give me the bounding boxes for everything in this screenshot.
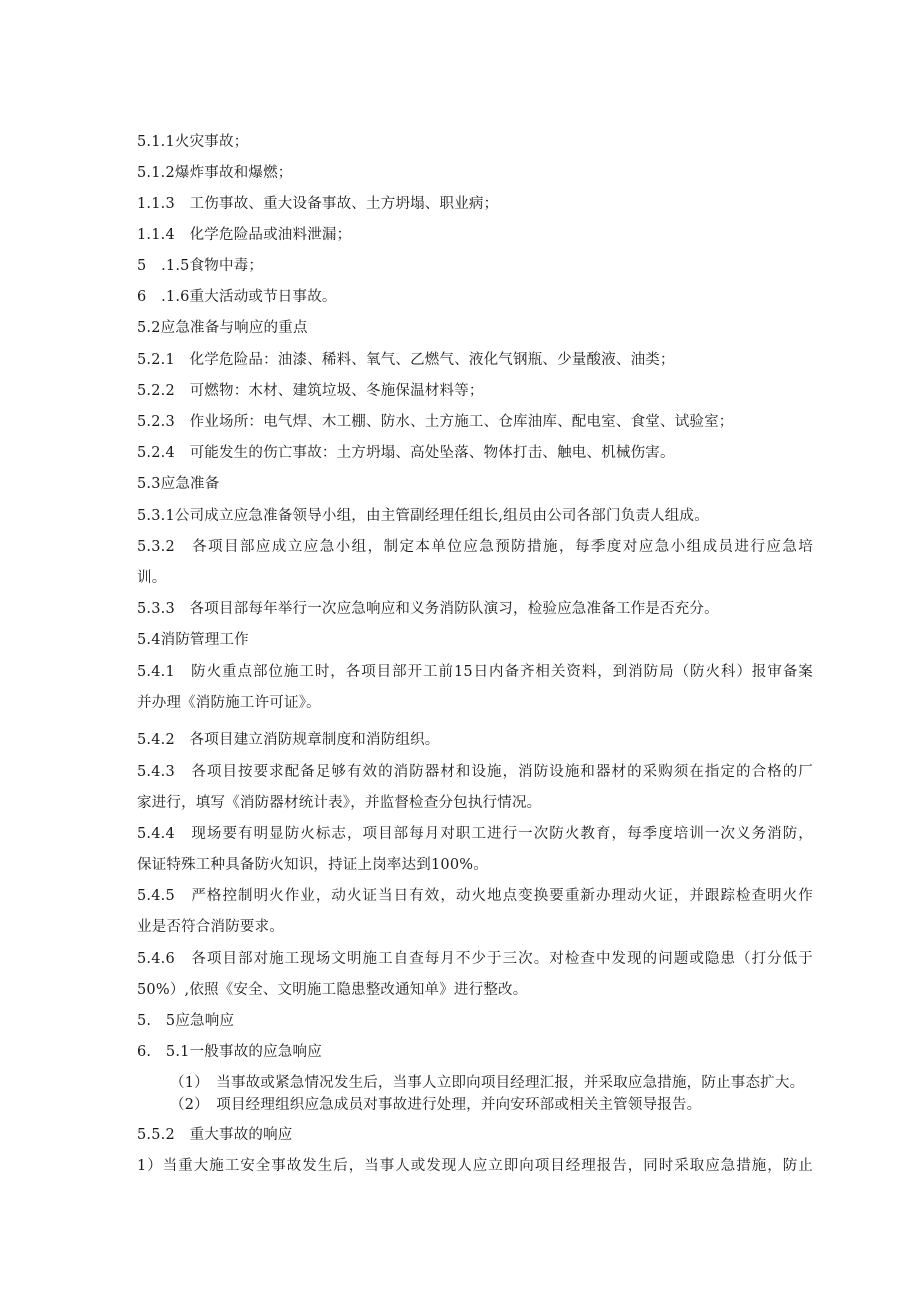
item-5-3-3: 5.3.3 各项目部每年举行一次应急响应和义务消防队演习，检验应急准备工作是否充分。 — [137, 601, 719, 617]
item-5-4-4-cont: 保证特殊工种具备防火知识，持证上岗率达到100%。 — [137, 857, 488, 873]
item-5-4-6: 5.4.6 各项目部对施工现场文明施工自查每月不少于三次。对检查中发现的问题或隐患（打分低于 — [137, 951, 813, 967]
item-5-1-5: 5 .1.5食物中毒； — [137, 258, 264, 274]
item-5-2-1: 5.2.1 化学危险品：油漆、稀料、氧气、乙燃气、液化气钢瓶、少量酸液、油类； — [137, 352, 675, 368]
item-5-5-1: 6. 5.1一般事故的应急响应 — [137, 1044, 322, 1060]
item-5-2-2: 5.2.2 可燃物：木材、建筑垃圾、冬施保温材料等； — [137, 383, 484, 399]
item-5-4-5: 5.4.5 严格控制明火作业，动火证当日有效，动火地点变换要重新办理动火证，并跟踪检查明火作 — [137, 888, 813, 904]
sub-item-2: （2） 项目经理组织应急成员对事故进行处理，并向安环部或相关主管领导报告。 — [170, 1097, 702, 1113]
section-5-2-heading: 5.2应急准备与响应的重点 — [137, 320, 308, 336]
section-5-4-heading: 5.4消防管理工作 — [137, 632, 249, 648]
major-accident-step-1: 1）当重大施工安全事故发生后，当事人或发现人应立即向项目经理报告，同时采取应急措施，防止 — [137, 1158, 813, 1174]
sub-item-1: （1） 当事故或紧急情况发生后，当事人立即向项目经理汇报，并采取应急措施，防止事态扩大。 — [170, 1075, 805, 1091]
item-6-1-6: 6 .1.6重大活动或节日事故。 — [137, 289, 337, 305]
item-5-4-4: 5.4.4 现场要有明显防火标志，项目部每月对职工进行一次防火教育，每季度培训一次义务消防， — [137, 826, 813, 842]
item-5-4-5-cont: 业是否符合消防要求。 — [137, 919, 284, 935]
item-5-4-2: 5.4.2 各项目建立消防规章制度和消防组织。 — [137, 732, 440, 748]
item-5-4-6-cont: 50%）,依照《安全、文明施工隐患整改通知单》进行整改。 — [137, 982, 528, 998]
item-5-1-2: 5.1.2爆炸事故和爆燃； — [137, 165, 293, 181]
item-5-4-3-cont: 家进行，填写《消防器材统计表》，并监督检查分包执行情况。 — [137, 795, 542, 811]
section-5-3-heading: 5.3应急准备 — [137, 476, 220, 492]
section-5-5-heading: 5. 5应急响应 — [137, 1013, 235, 1029]
item-5-4-1: 5.4.1 防火重点部位施工时，各项目部开工前15日内备齐相关资料，到消防局（防火科）报审备案 — [137, 664, 813, 680]
item-5-4-1-cont: 并办理《消防施工许可证》。 — [137, 695, 321, 711]
item-1-1-3: 1.1.3 工伤事故、重大设备事故、土方坍塌、职业病； — [137, 196, 499, 212]
item-5-5-2: 5.5.2 重大事故的响应 — [137, 1127, 293, 1143]
item-5-3-2: 5.3.2 各项目部应成立应急小组，制定本单位应急预防措施，每季度对应急小组成员进行应急培 — [137, 539, 813, 555]
item-5-4-3: 5.4.3 各项目按要求配备足够有效的消防器材和设施，消防设施和器材的采购须在指定的合格的厂 — [137, 764, 813, 780]
item-5-3-1: 5.3.1公司成立应急准备领导小组，由主管副经理任组长,组员由公司各部门负责人组成。 — [137, 508, 709, 524]
item-5-2-4: 5.2.4 可能发生的伤亡事故：土方坍塌、高处坠落、物体打击、触电、机械伤害。 — [137, 445, 675, 461]
item-1-1-4: 1.1.4 化学危险品或油料泄漏； — [137, 227, 352, 243]
item-5-3-2-cont: 训。 — [137, 570, 167, 586]
item-5-1-1: 5.1.1火灾事故； — [137, 134, 249, 150]
item-5-2-3: 5.2.3 作业场所：电气焊、木工棚、防水、土方施工、仓库油库、配电室、食堂、试验室； — [137, 414, 734, 430]
